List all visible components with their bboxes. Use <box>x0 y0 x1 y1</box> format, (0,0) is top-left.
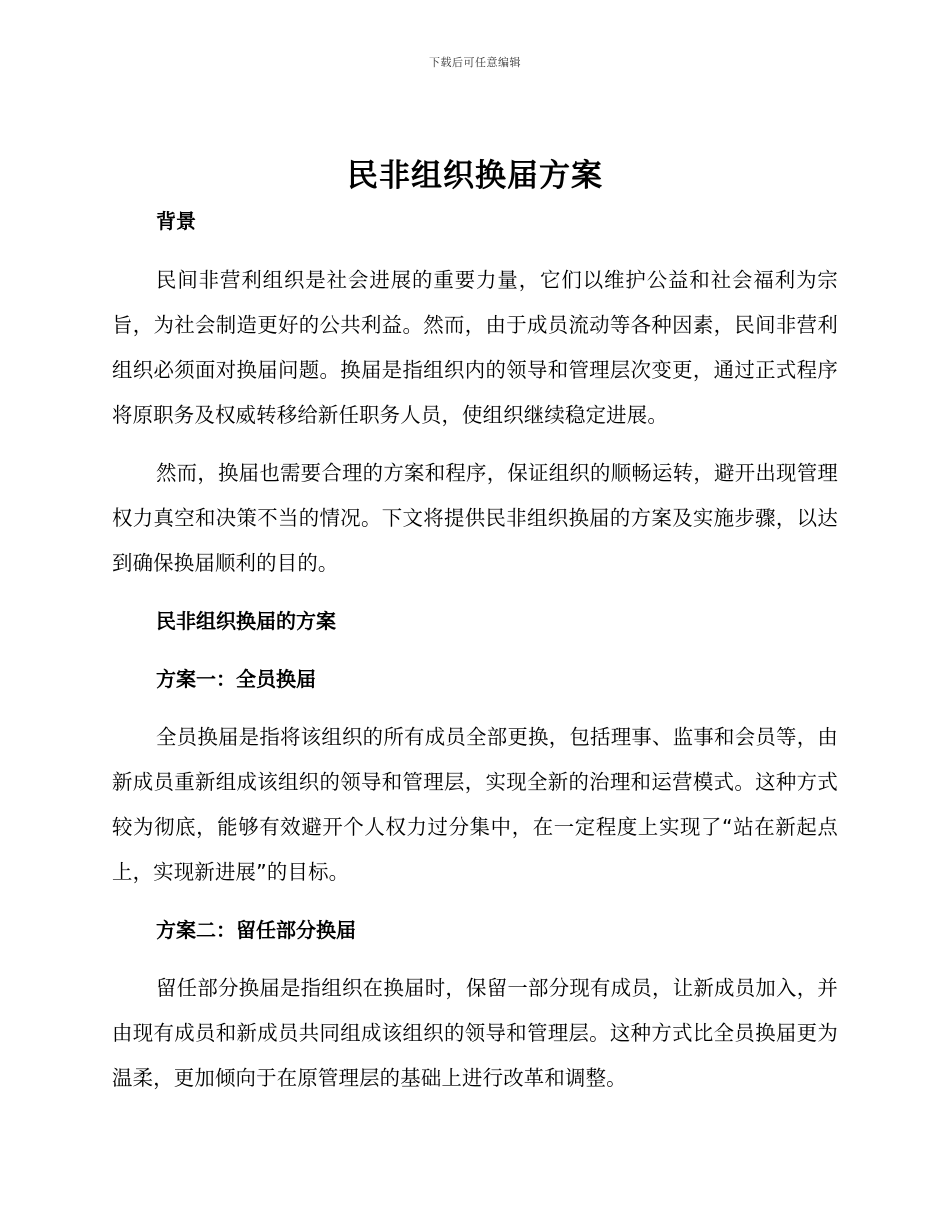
section-heading-plans: 民非组织换届的方案 <box>156 609 336 633</box>
section-heading-plan-2: 方案二：留任部分换届 <box>156 918 356 942</box>
header-note: 下载后可任意编辑 <box>429 56 521 69</box>
section-heading-plan-1: 方案一：全员换届 <box>156 667 316 691</box>
paragraph-plan-1: 全员换届是指将该组织的所有成员全部更换，包括理事、监事和会员等，由新成员重新组成该组织的领导和管理层，实现全新的治理和运营模式。这种方式较为彻底，能够有效避开个人权力过分集中，在一定程度上实现了“站在新起点上，实现新进展”的目标。 <box>112 725 838 884</box>
document-body <box>112 199 838 1101</box>
document-title: 民非组织换届方案 <box>347 158 603 194</box>
paragraph-plan-2: 留任部分换届是指组织在换届时，保留一部分现有成员，让新成员加入，并由现有成员和新成员共同组成该组织的领导和管理层。这种方式比全员换届更为温柔，更加倾向于在原管理层的基础上进行改革和调整。 <box>112 976 838 1090</box>
paragraph-background-2: 然而，换届也需要合理的方案和程序，保证组织的顺畅运转，避开出现管理权力真空和决策不当的情况。下文将提供民非组织换届的方案及实施步骤，以达到确保换届顺利的目的。 <box>112 461 838 575</box>
paragraph-background-1: 民间非营利组织是社会进展的重要力量，它们以维护公益和社会福利为宗旨，为社会制造更好的公共利益。然而，由于成员流动等各种因素，民间非营利组织必须面对换届问题。换届是指组织内的领导和管理层次变更，通过正式程序将原职务及权威转移给新任职务人员，使组织继续稳定进展。 <box>112 268 838 427</box>
section-heading-background: 背景 <box>156 209 196 233</box>
